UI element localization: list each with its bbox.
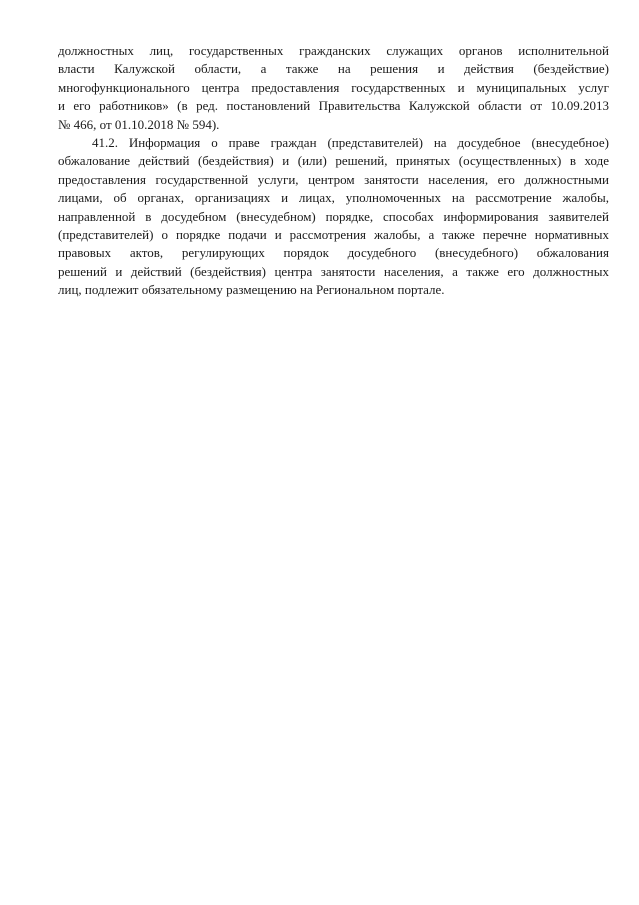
text-line: обжалование действий (бездействия) и (или) решений, принятых (осуществленных) в ходе [58, 153, 609, 169]
document-page [58, 42, 609, 299]
text-line: (представителей) о порядке подачи и рассмотрения жалобы, а также перечне нормативных [58, 226, 609, 242]
text-line: должностных лиц, государственных гражданских служащих органов исполнительной [58, 43, 609, 58]
text-line: многофункционального центра предоставления государственных и муниципальных услуг [58, 79, 609, 95]
text-line: лиц, подлежит обязательному размещению на Региональном портале. [58, 282, 445, 298]
text-line: предоставления государственной услуги, центром занятости населения, его должностными [58, 171, 609, 187]
text-line: и его работников» (в ред. постановлений Правительства Калужской области от 10.09.2013 [58, 98, 609, 114]
text-line: № 466, от 01.10.2018 № 594). [58, 116, 220, 132]
paragraph-41-2 [58, 134, 609, 300]
paragraph-continuation [58, 42, 609, 134]
text-line: 41.2. Информация о праве граждан (представителей) на досудебное (внесудебное) [92, 134, 609, 150]
text-line: лицами, об органах, организациях и лицах, уполномоченных на рассмотрение жалобы, [58, 190, 609, 206]
text-line: правовых актов, регулирующих порядок досудебного (внесудебного) обжалования [58, 245, 609, 261]
text-line: решений и действий (бездействия) центра занятости населения, а также его должностных [58, 263, 609, 279]
text-line: направленной в досудебном (внесудебном) порядке, способах информирования заявителей [58, 208, 609, 224]
text-line: власти Калужской области, а также на решения и действия (бездействие) [58, 61, 609, 77]
